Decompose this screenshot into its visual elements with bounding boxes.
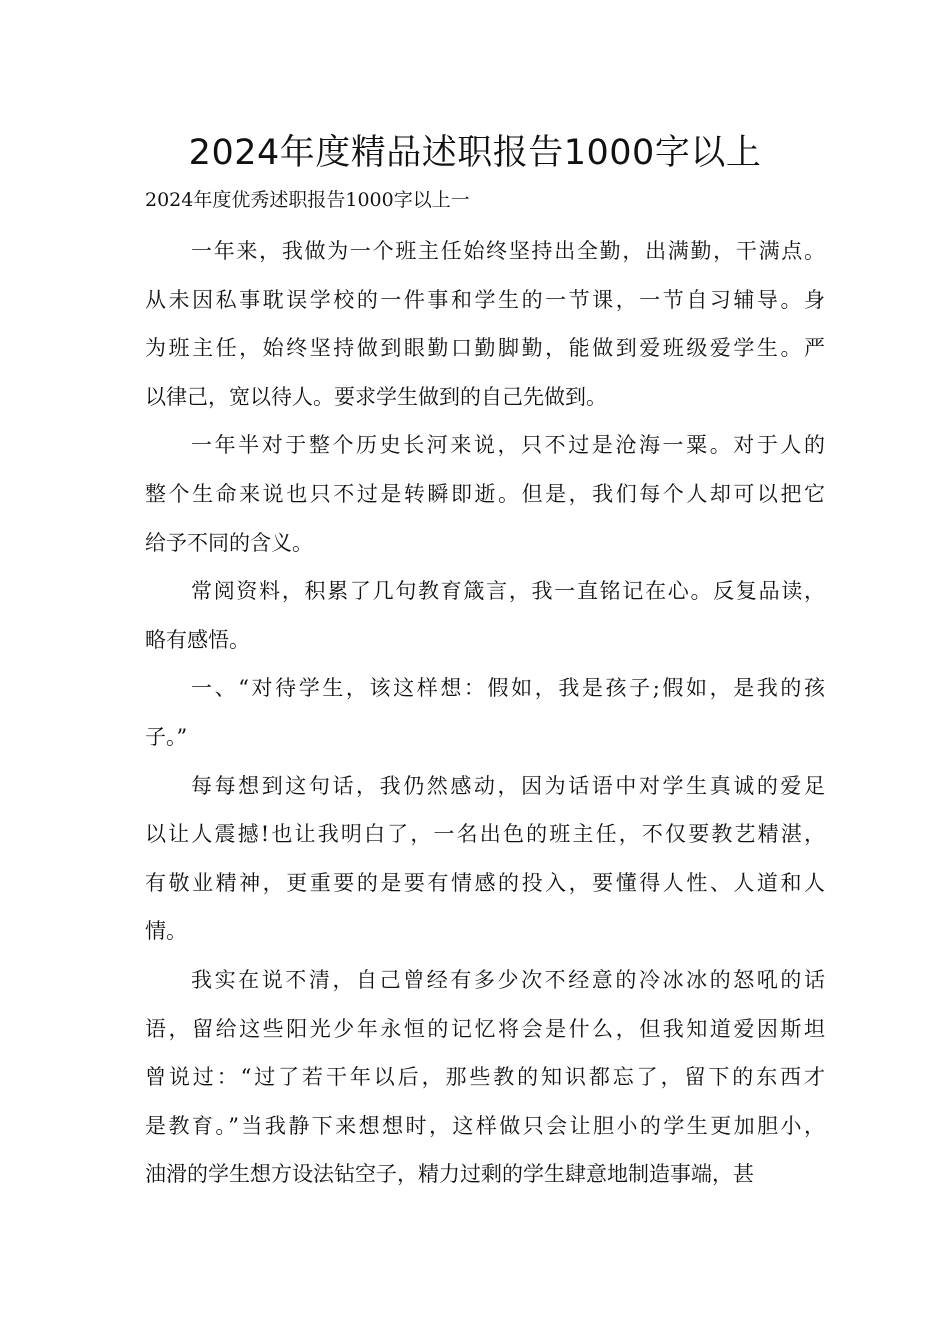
paragraph-line: 为班主任，始终坚持做到眼勤口勤脚勤，能做到爱班级爱学生。严 — [145, 336, 825, 361]
paragraph — [145, 669, 825, 766]
paragraph-line: 一年来，我做为一个班主任始终坚持出全勤，出满勤，干满点。 — [191, 239, 825, 263]
document-title: 2024年度精品述职报告1000字以上 — [188, 133, 762, 173]
paragraph — [145, 961, 825, 1204]
paragraph — [145, 572, 825, 669]
paragraph-line: 一、“对待学生，该这样想：假如，我是孩子;假如，是我的孩 — [191, 676, 825, 701]
document-subtitle: 2024年度优秀述职报告1000字以上一 — [145, 189, 470, 211]
paragraph-line: 是教育。”当我静下来想想时，这样做只会让胆小的学生更加胆小， — [145, 1113, 825, 1138]
paragraph-line: 给予不同的含义。 — [145, 530, 313, 555]
paragraph-line: 略有感悟。 — [145, 627, 250, 652]
paragraph — [145, 767, 825, 961]
paragraph-line: 子。” — [145, 724, 188, 749]
paragraph-line: 以律己，宽以待人。要求学生做到的自己先做到。 — [145, 384, 607, 409]
document-body — [145, 232, 825, 1204]
paragraph-line: 以让人震撼!也让我明白了，一名出色的班主任，不仅要教艺精湛， — [145, 822, 825, 847]
paragraph-line: 有敬业精神，更重要的是要有情感的投入，要懂得人性、人道和人 — [145, 870, 825, 895]
paragraph-line: 油滑的学生想方设法钻空子，精力过剩的学生肆意地制造事端，甚 — [145, 1162, 754, 1187]
paragraph-line: 从未因私事耽误学校的一件事和学生的一节课，一节自习辅导。身 — [145, 287, 825, 312]
paragraph-line: 我实在说不清，自己曾经有多少次不经意的冷冰冰的怒吼的话 — [191, 967, 825, 992]
paragraph-line: 整个生命来说也只不过是转瞬即逝。但是，我们每个人却可以把它 — [145, 481, 825, 506]
paragraph — [145, 426, 825, 572]
paragraph-line: 一年半对于整个历史长河来说，只不过是沧海一粟。对于人的 — [191, 433, 825, 458]
paragraph-line: 曾说过：“过了若干年以后，那些教的知识都忘了，留下的东西才 — [145, 1065, 825, 1090]
paragraph-line: 语，留给这些阳光少年永恒的记忆将会是什么，但我知道爱因斯坦 — [145, 1016, 825, 1041]
paragraph-line: 情。 — [145, 919, 187, 944]
paragraph-line: 每每想到这句话，我仍然感动，因为话语中对学生真诚的爱足 — [191, 773, 825, 798]
paragraph-line: 常阅资料，积累了几句教育箴言，我一直铭记在心。反复品读， — [191, 579, 825, 604]
paragraph — [145, 232, 825, 426]
